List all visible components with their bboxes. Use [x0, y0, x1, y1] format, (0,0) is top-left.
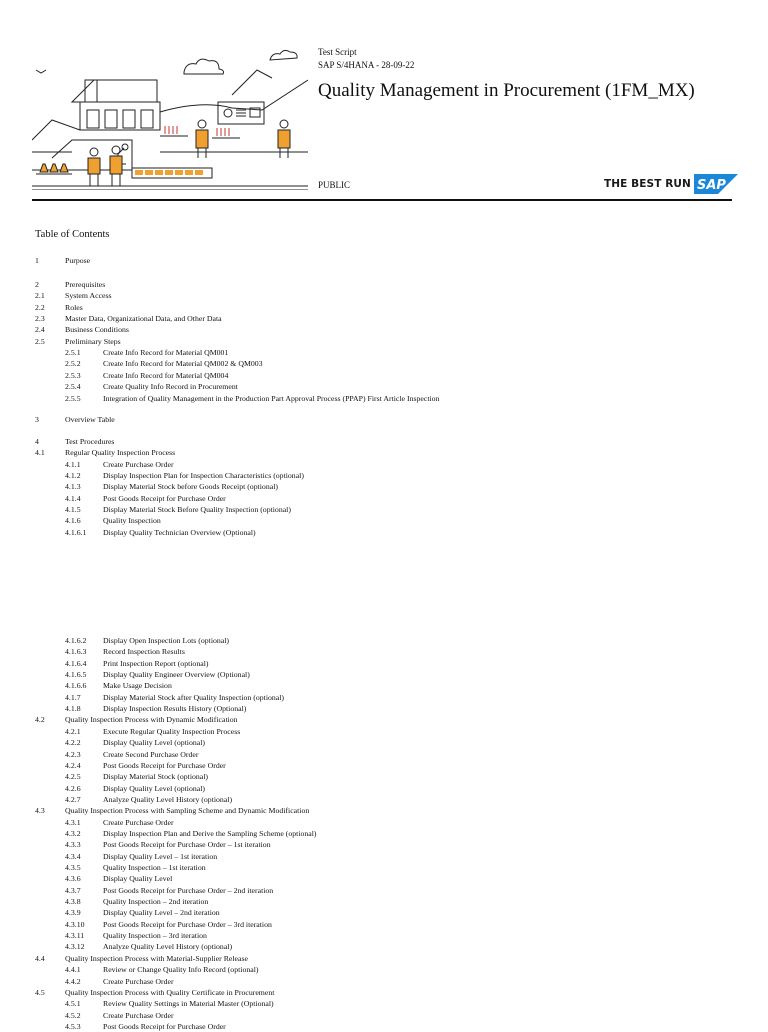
document-type: Test Script: [318, 47, 357, 57]
toc-entry-number: 2.1: [35, 291, 45, 301]
toc-entry-title: Post Goods Receipt for Purchase Order – 1st iteration: [103, 840, 271, 850]
toc-entry-title: Post Goods Receipt for Purchase Order: [103, 760, 226, 770]
toc-entry-number: 4.1.7: [65, 692, 81, 702]
toc-entry-title: Post Goods Receipt for Purchase Order – 2nd iteration: [103, 885, 274, 895]
toc-entry-number: 4.4.1: [65, 965, 81, 975]
toc-entry-title: Quality Inspection – 3rd iteration: [103, 931, 207, 941]
toc-entry-number: 4.2.1: [65, 726, 81, 736]
document-title: Quality Management in Procurement (1FM_MX): [318, 80, 695, 101]
toc-entry-title: Display Quality Engineer Overview (Optional): [103, 670, 250, 680]
scientist-figure-icon: [88, 148, 100, 186]
toc-entry-title: Create Purchase Order: [103, 976, 174, 986]
toc-entry-title: Display Material Stock before Goods Receipt (optional): [103, 482, 278, 492]
toc-entry-title: Create Purchase Order: [103, 1010, 174, 1020]
toc-entry-number: 2.5.4: [65, 382, 81, 392]
toc-entry-title: Quality Inspection: [103, 516, 161, 526]
toc-entry-title: Overview Table: [65, 415, 115, 424]
toc-entry-number: 4.1.2: [65, 471, 81, 481]
toc-entry-number: 4.3.2: [65, 828, 81, 838]
toc-entry-number: 2.3: [35, 314, 45, 324]
cloud-icon: [184, 59, 224, 74]
toc-entry-number: 4.3.1: [65, 817, 81, 827]
toc-entry-number: 4.1.6.2: [65, 636, 87, 645]
toc-entry-number: 4.5: [35, 987, 45, 997]
toc-entry-title: Master Data, Organizational Data, and Other Data: [65, 314, 222, 324]
toc-entry-title: Display Material Stock Before Quality Inspection (optional): [103, 505, 291, 515]
toc-entry-title: Create Quality Info Record in Procurement: [103, 382, 238, 392]
toc-entry-title: Preliminary Steps: [65, 336, 121, 346]
toc-entry-number: 4.2: [35, 715, 45, 725]
toc-entry-title: Post Goods Receipt for Purchase Order: [103, 1021, 226, 1031]
factory-building-icon: [72, 80, 160, 130]
toc-entry-title: Create Info Record for Material QM004: [103, 370, 229, 380]
toc-entry-number: 4.1.5: [65, 505, 81, 515]
toc-entry-title: Quality Inspection Process with Material-Supplier Release: [65, 953, 248, 963]
toc-entry-title: Display Material Stock after Quality Inspection (optional): [103, 692, 285, 702]
toc-entry-number: 4.3.8: [65, 897, 81, 907]
toc-entry-number: 4.5.2: [65, 1010, 81, 1020]
toc-entry-number: 2.5.5: [65, 393, 81, 403]
toc-entry-number: 4.1.8: [65, 704, 81, 714]
toc-entry-title: Display Quality Level – 1st iteration: [103, 851, 218, 861]
toc-entry-title: Display Inspection Results History (Optional): [103, 704, 247, 714]
toc-entry-number: 4.4.2: [65, 976, 81, 986]
sap-logo-icon: [694, 174, 738, 194]
toc-entry-title: Quality Inspection Process with Sampling Scheme and Dynamic Modification: [65, 806, 310, 816]
toc-entry-number: 2: [35, 280, 39, 289]
toc-entry-title: Quality Inspection – 1st iteration: [103, 863, 206, 872]
toc-entry-number: 4.3.4: [65, 851, 81, 861]
toc-entry-number: 4.3.11: [65, 931, 85, 941]
toc-entry-number: 4.1: [35, 448, 45, 458]
toc-entry-title: Display Quality Level – 2nd iteration: [103, 908, 220, 918]
toc-entry-title: Business Conditions: [65, 325, 129, 335]
toc-title: Table of Contents: [35, 229, 110, 240]
toc-entry-number: 4.3.6: [65, 874, 81, 884]
toc-entry-number: 4.1.6.4: [65, 658, 87, 668]
toc-entry-title: Quality Inspection Process with Quality Certificate in Procurement: [65, 987, 275, 997]
toc-entry-number: 4.1.6.5: [65, 670, 87, 680]
toc-entry-number: 4.2.4: [65, 760, 81, 770]
toc-entry-number: 4.2.3: [65, 749, 81, 759]
toc-entry-title: Quality Inspection Process with Dynamic Modification: [65, 715, 238, 725]
sap-logo-text: SAP: [696, 178, 726, 193]
toc-entry-number: 4.2.5: [65, 772, 81, 782]
toc-entry-number: 4.1.6: [65, 516, 81, 526]
classification-label: PUBLIC: [318, 180, 351, 190]
toc-entry-title: Display Quality Level (optional): [103, 783, 205, 793]
toc-entry-number: 1: [35, 256, 39, 265]
toc-entry-title: Create Info Record for Material QM002 & QM003: [103, 359, 263, 369]
toc-entry-title: Review Quality Settings in Material Master (Optional): [103, 999, 274, 1009]
brand-text: THE BEST RUN: [604, 178, 691, 190]
toc-entry-title: Display Material Stock (optional): [103, 772, 209, 782]
toc-entry-number: 4.3.5: [65, 863, 81, 872]
toc-entry-number: 4.1.6.3: [65, 647, 87, 657]
toc-entry-number: 4.1.4: [65, 493, 81, 503]
toc-entry-title: System Access: [65, 291, 112, 301]
toc-entry-number: 4.1.3: [65, 482, 81, 492]
toc-entry-title: Record Inspection Results: [103, 647, 185, 657]
toc-entry-number: 4.1.6.6: [65, 681, 87, 691]
toc-entry-number: 4.3.10: [65, 919, 85, 929]
toc-entry-title: Purpose: [65, 256, 91, 265]
toc-entry-title: Display Quality Technician Overview (Optional): [103, 527, 256, 537]
toc-entry-number: 4.2.2: [65, 738, 81, 748]
toc-entry-number: 2.5.2: [65, 359, 81, 369]
toc-entry-number: 4.3.7: [65, 885, 81, 895]
toc-entry-number: 4.3.3: [65, 840, 81, 850]
toc-entry-number: 2.5.3: [65, 370, 81, 380]
toc-entry-title: Post Goods Receipt for Purchase Order – 3rd iteration: [103, 919, 272, 929]
header-illustration: [32, 40, 308, 190]
header-divider: [32, 199, 732, 201]
toc-entry-number: 2.5: [35, 336, 45, 346]
toc-entry-title: Integration of Quality Management in the Production Part Approval Process (PPAP) First Article Inspection: [103, 393, 440, 403]
toc-entry-title: Create Info Record for Material QM001: [103, 348, 229, 358]
toc-entry-title: Create Purchase Order: [103, 459, 174, 469]
toc-entry-number: 2.4: [35, 325, 45, 335]
toc-entry-number: 4.1.6.1: [65, 527, 87, 537]
toc-entry-number: 4.4: [35, 953, 45, 963]
toc-entry-title: Create Purchase Order: [103, 817, 174, 827]
toc-entry-number: 2.2: [35, 302, 45, 312]
toc-entry-number: 4: [35, 437, 39, 446]
toc-entry-title: Analyze Quality Level History (optional): [103, 794, 233, 804]
toc-entry-number: 4.2.7: [65, 794, 81, 804]
toc-entry-title: Regular Quality Inspection Process: [65, 448, 176, 458]
toc-entry-title: Review or Change Quality Info Record (optional): [103, 965, 259, 975]
toc-entry-title: Display Inspection Plan for Inspection Characteristics (optional): [103, 471, 304, 481]
toc-entry-title: Create Second Purchase Order: [103, 749, 199, 759]
toc-entry-number: 4.3.9: [65, 908, 81, 918]
toc-entry-number: 4.1.1: [65, 459, 81, 469]
toc-entry-title: Display Open Inspection Lots (optional): [103, 636, 230, 645]
toc-entry-number: 3: [35, 415, 39, 424]
toc-entry-number: 4.5.3: [65, 1021, 81, 1031]
toc-entry-number: 2.5.1: [65, 348, 81, 358]
brand-tagline: [604, 174, 738, 194]
document-subtitle: SAP S/4HANA - 28-09-22: [318, 60, 415, 70]
flask-icon: [36, 164, 72, 174]
toc-entry-title: Display Inspection Plan and Derive the Sampling Scheme (optional): [103, 828, 317, 838]
toc-entry-title: Execute Regular Quality Inspection Process: [103, 726, 241, 736]
toc-entry-number: 4.3: [35, 806, 45, 816]
toc-entry-number: 4.2.6: [65, 783, 81, 793]
toc-entry-title: Quality Inspection – 2nd iteration: [103, 897, 209, 907]
toc-entry-title: Analyze Quality Level History (optional): [103, 942, 233, 952]
toc-entry-title: Post Goods Receipt for Purchase Order: [103, 493, 226, 503]
monitor-board-icon: [218, 102, 264, 124]
cloud-icon: [270, 50, 297, 60]
toc-entry-title: Prerequisites: [65, 280, 106, 289]
toc-entry-title: Print Inspection Report (optional): [103, 658, 209, 668]
toc-entry-title: Roles: [65, 302, 83, 312]
toc-entry-title: Make Usage Decision: [103, 681, 172, 691]
toc-entry-title: Test Procedures: [65, 437, 115, 446]
toc-entry-title: Display Quality Level: [103, 874, 173, 884]
toc-entry-number: 4.3.12: [65, 942, 85, 952]
toc-entry-number: 4.5.1: [65, 999, 81, 1009]
toc-entry-title: Display Quality Level (optional): [103, 738, 205, 748]
